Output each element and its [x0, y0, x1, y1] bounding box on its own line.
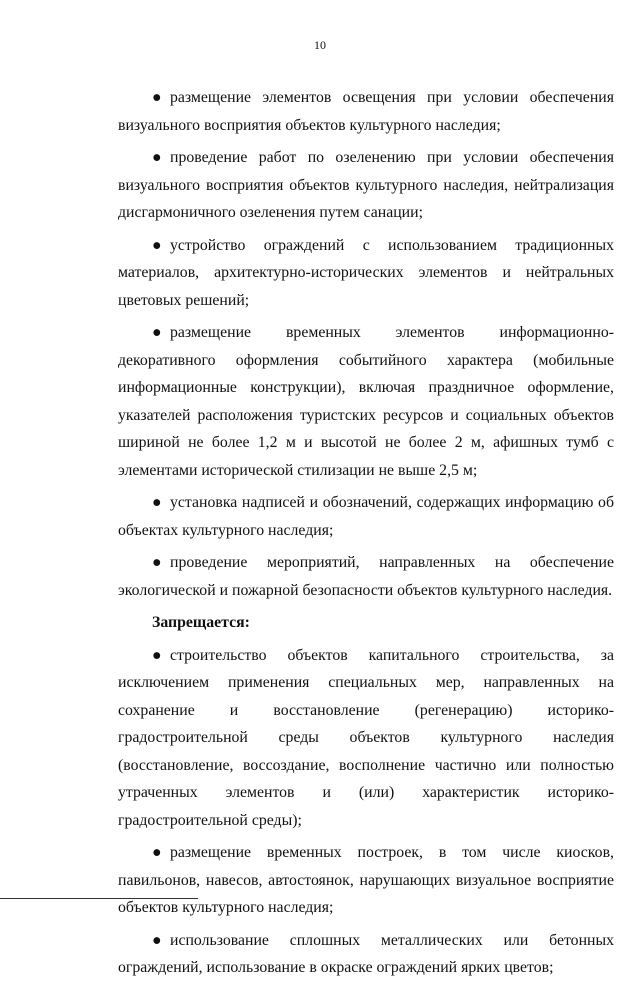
bullet-icon: ●: [152, 931, 162, 949]
list-item: [118, 839, 614, 922]
page-number: 10: [314, 38, 326, 52]
bullet-icon: ●: [152, 554, 162, 571]
bullet-icon: ●: [152, 844, 162, 861]
list-item: [118, 232, 614, 315]
list-item: [118, 319, 614, 484]
list-item-text: размещение временных элементов информационно-декоративного оформления событийного характера (мобильные информационные конструкции), включая праздничное оформление, указателей расположения туристских ресурсов и социальных объектов шириной не более 1,2 м и высотой не более 2 м, афишных тумб с элементами исторической стилизации не выше 2,5 м;: [118, 324, 614, 479]
list-item: [118, 144, 614, 227]
list-item: [118, 642, 614, 835]
list-item-text: устройство ограждений с использованием традиционных материалов, архитектурно-исторических элементов и нейтральных цветовых решений;: [118, 236, 614, 309]
bullet-icon: ●: [152, 324, 162, 341]
footer-divider: [0, 898, 198, 899]
bullet-icon: ●: [152, 89, 162, 106]
bullet-icon: ●: [152, 646, 162, 664]
list-item: [118, 927, 614, 982]
list-item-text: размещение временных построек, в том числе киосков, павильонов, навесов, автостоянок, нарушающих визуальное восприятие объектов культурного наследия;: [118, 844, 614, 916]
section-heading: Запрещается:: [152, 614, 250, 631]
document-body: [118, 84, 614, 987]
list-item: [118, 489, 614, 544]
list-item: [118, 84, 614, 139]
list-item-text: использование сплошных металлических или бетонных ограждений, использование в окраске ограждений ярких цветов;: [118, 931, 614, 976]
list-item: [118, 549, 614, 604]
bullet-icon: ●: [152, 236, 162, 254]
list-item-text: размещение элементов освещения при условии обеспечения визуального восприятия объектов культурного наследия;: [118, 89, 614, 134]
list-item-text: проведение мероприятий, направленных на обеспечение экологической и пожарной безопасности объектов культурного наследия.: [118, 554, 614, 599]
list-item-text: строительство объектов капитального строительства, за исключением применения специальных мер, направленных на сохранение и восстановление (регенерацию) историко-градостроительной среды объектов культурного наследия (восстановление, воссоздание, восполнение частично или полностью утраченных элементов и (или) характеристик историко-градостроительной среды);: [118, 646, 614, 829]
bullet-icon: ●: [152, 494, 162, 511]
bullet-icon: ●: [152, 149, 162, 166]
list-item-text: проведение работ по озеленению при условии обеспечения визуального восприятия объектов культурного наследия, нейтрализация дисгармоничного озеленения путем санации;: [118, 149, 614, 221]
list-item-text: установка надписей и обозначений, содержащих информацию об объектах культурного наследия;: [118, 494, 614, 539]
